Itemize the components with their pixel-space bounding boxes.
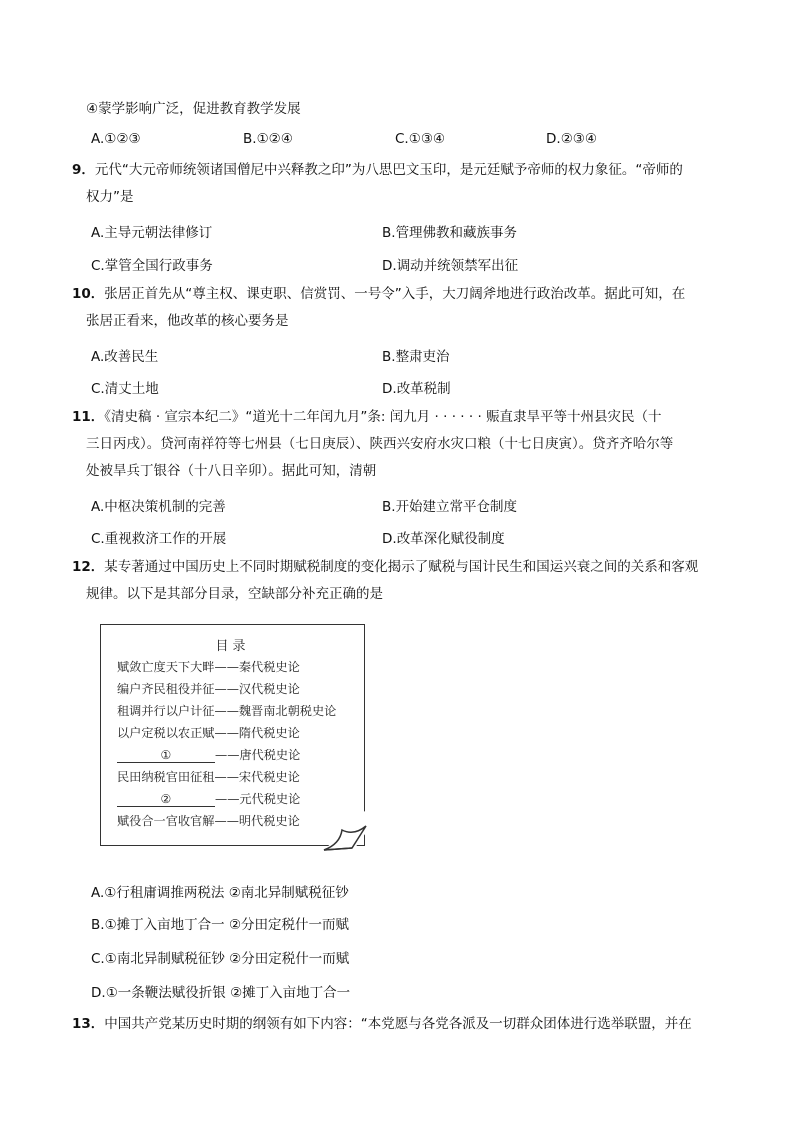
q10-option-b: B.整肃吏治 — [382, 349, 450, 365]
question-number: 12． — [72, 559, 105, 575]
option-label: B. — [243, 131, 257, 147]
question-9-line-1: 9．元代“大元帝师统领诸国僧尼中兴释教之印”为八思巴文玉印，是元廷赋予帝师的权力象征。“帝师的 — [72, 162, 683, 178]
question-10-line-1: 10．张居正首先从“尊主权、课吏职、信赏罚、一号令”入手，大刀阔斧地进行政治改革。据此可知，在 — [72, 286, 686, 302]
toc-row-blank-1: ① ——唐代税史论 — [117, 746, 300, 763]
item-4-text: ④蒙学影响广泛，促进教育教学发展 — [86, 101, 301, 117]
option-text: ②③④ — [560, 131, 597, 147]
q11-option-b: B.开始建立常平仓制度 — [382, 499, 518, 515]
blank-1: ① — [117, 749, 215, 763]
q11-option-d: D.改革深化赋役制度 — [382, 531, 505, 547]
blank-2: ② — [117, 793, 215, 807]
q12-option-b: B.①摊丁入亩地丁合一 ②分田定税什一而赋 — [91, 917, 350, 933]
option-b — [243, 131, 293, 147]
question-11-line-2: 三日丙戌）。贷河南祥符等七州县（七日庚辰）、陕西兴安府水灾口粮（十七日庚寅）。贷齐齐哈尔等 — [86, 436, 674, 452]
q9-option-c: C.掌管全国行政事务 — [91, 258, 213, 274]
q9-option-a: A.主导元朝法律修订 — [91, 225, 213, 241]
toc-row: 编户齐民租役并征——汉代税史论 — [117, 682, 300, 696]
toc-row: 租调并行以户计征——魏晋南北朝税史论 — [117, 704, 337, 718]
option-label: A. — [91, 131, 105, 147]
question-number: 10． — [72, 286, 105, 302]
question-10-line-2: 张居正看来，他改革的核心要务是 — [86, 313, 289, 329]
q12-option-c: C.①南北异制赋税征钞 ②分田定税什一而赋 — [91, 951, 350, 967]
option-a — [91, 131, 141, 147]
question-11-line-1: 11．《清史稿 · 宣宗本纪二》“道光十二年闰九月”条: 闰九月 · · · · · · 赈直隶旱平等十州县灾民（十 — [72, 409, 662, 425]
option-text: ①③④ — [408, 131, 446, 147]
question-12-line-1: 12．某专著通过中国历史上不同时期赋税制度的变化揭示了赋税与国计民生和国运兴衰之间的关系和客观 — [72, 559, 699, 575]
option-label: C. — [395, 131, 409, 147]
question-9-line-2: 权力”是 — [86, 189, 134, 205]
option-text: ①②③ — [104, 131, 141, 147]
q11-option-a: A.中枢决策机制的完善 — [91, 499, 226, 515]
question-number: 11． — [72, 409, 105, 425]
option-text: ①②④ — [256, 131, 293, 147]
toc-row: 以户定税以农正赋——隋代税史论 — [117, 726, 300, 740]
toc-row: 赋役合一官收官解——明代税史论 — [117, 814, 300, 828]
q10-option-c: C.清丈土地 — [91, 381, 159, 397]
q11-option-c: C.重视救济工作的开展 — [91, 531, 227, 547]
question-number: 13． — [72, 1016, 105, 1032]
q10-option-d: D.改革税制 — [382, 381, 451, 397]
q10-option-a: A.改善民生 — [91, 349, 159, 365]
toc-title: 目录 — [215, 639, 250, 654]
question-11-line-3: 处被旱兵丁银谷（十八日辛卯）。据此可知，清朝 — [86, 463, 377, 479]
question-13-line-1: 13．中国共产党某历史时期的纲领有如下内容：“本党愿与各党各派及一切群众团体进行选举联盟，并在 — [72, 1016, 692, 1032]
toc-row: 民田纳税官田征租——宋代税史论 — [117, 770, 300, 784]
toc-row-blank-2: ② ——元代税史论 — [117, 790, 300, 807]
option-c — [395, 131, 445, 147]
q9-option-d: D.调动并统领禁军出征 — [382, 258, 519, 274]
q12-option-a: A.①行租庸调推两税法 ②南北异制赋税征钞 — [91, 885, 349, 901]
toc-row: 赋敛亡度天下大畔——秦代税史论 — [117, 660, 300, 674]
option-d — [546, 131, 597, 147]
q12-option-d: D.①一条鞭法赋役折银 ②摊丁入亩地丁合一 — [91, 985, 351, 1001]
q9-option-b: B.管理佛教和藏族事务 — [382, 225, 518, 241]
question-12-line-2: 规律。以下是其部分目录，空缺部分补充正确的是 — [86, 586, 383, 602]
page-curl-icon — [322, 808, 370, 852]
question-number: 9． — [72, 162, 95, 178]
option-label: D. — [546, 131, 561, 147]
